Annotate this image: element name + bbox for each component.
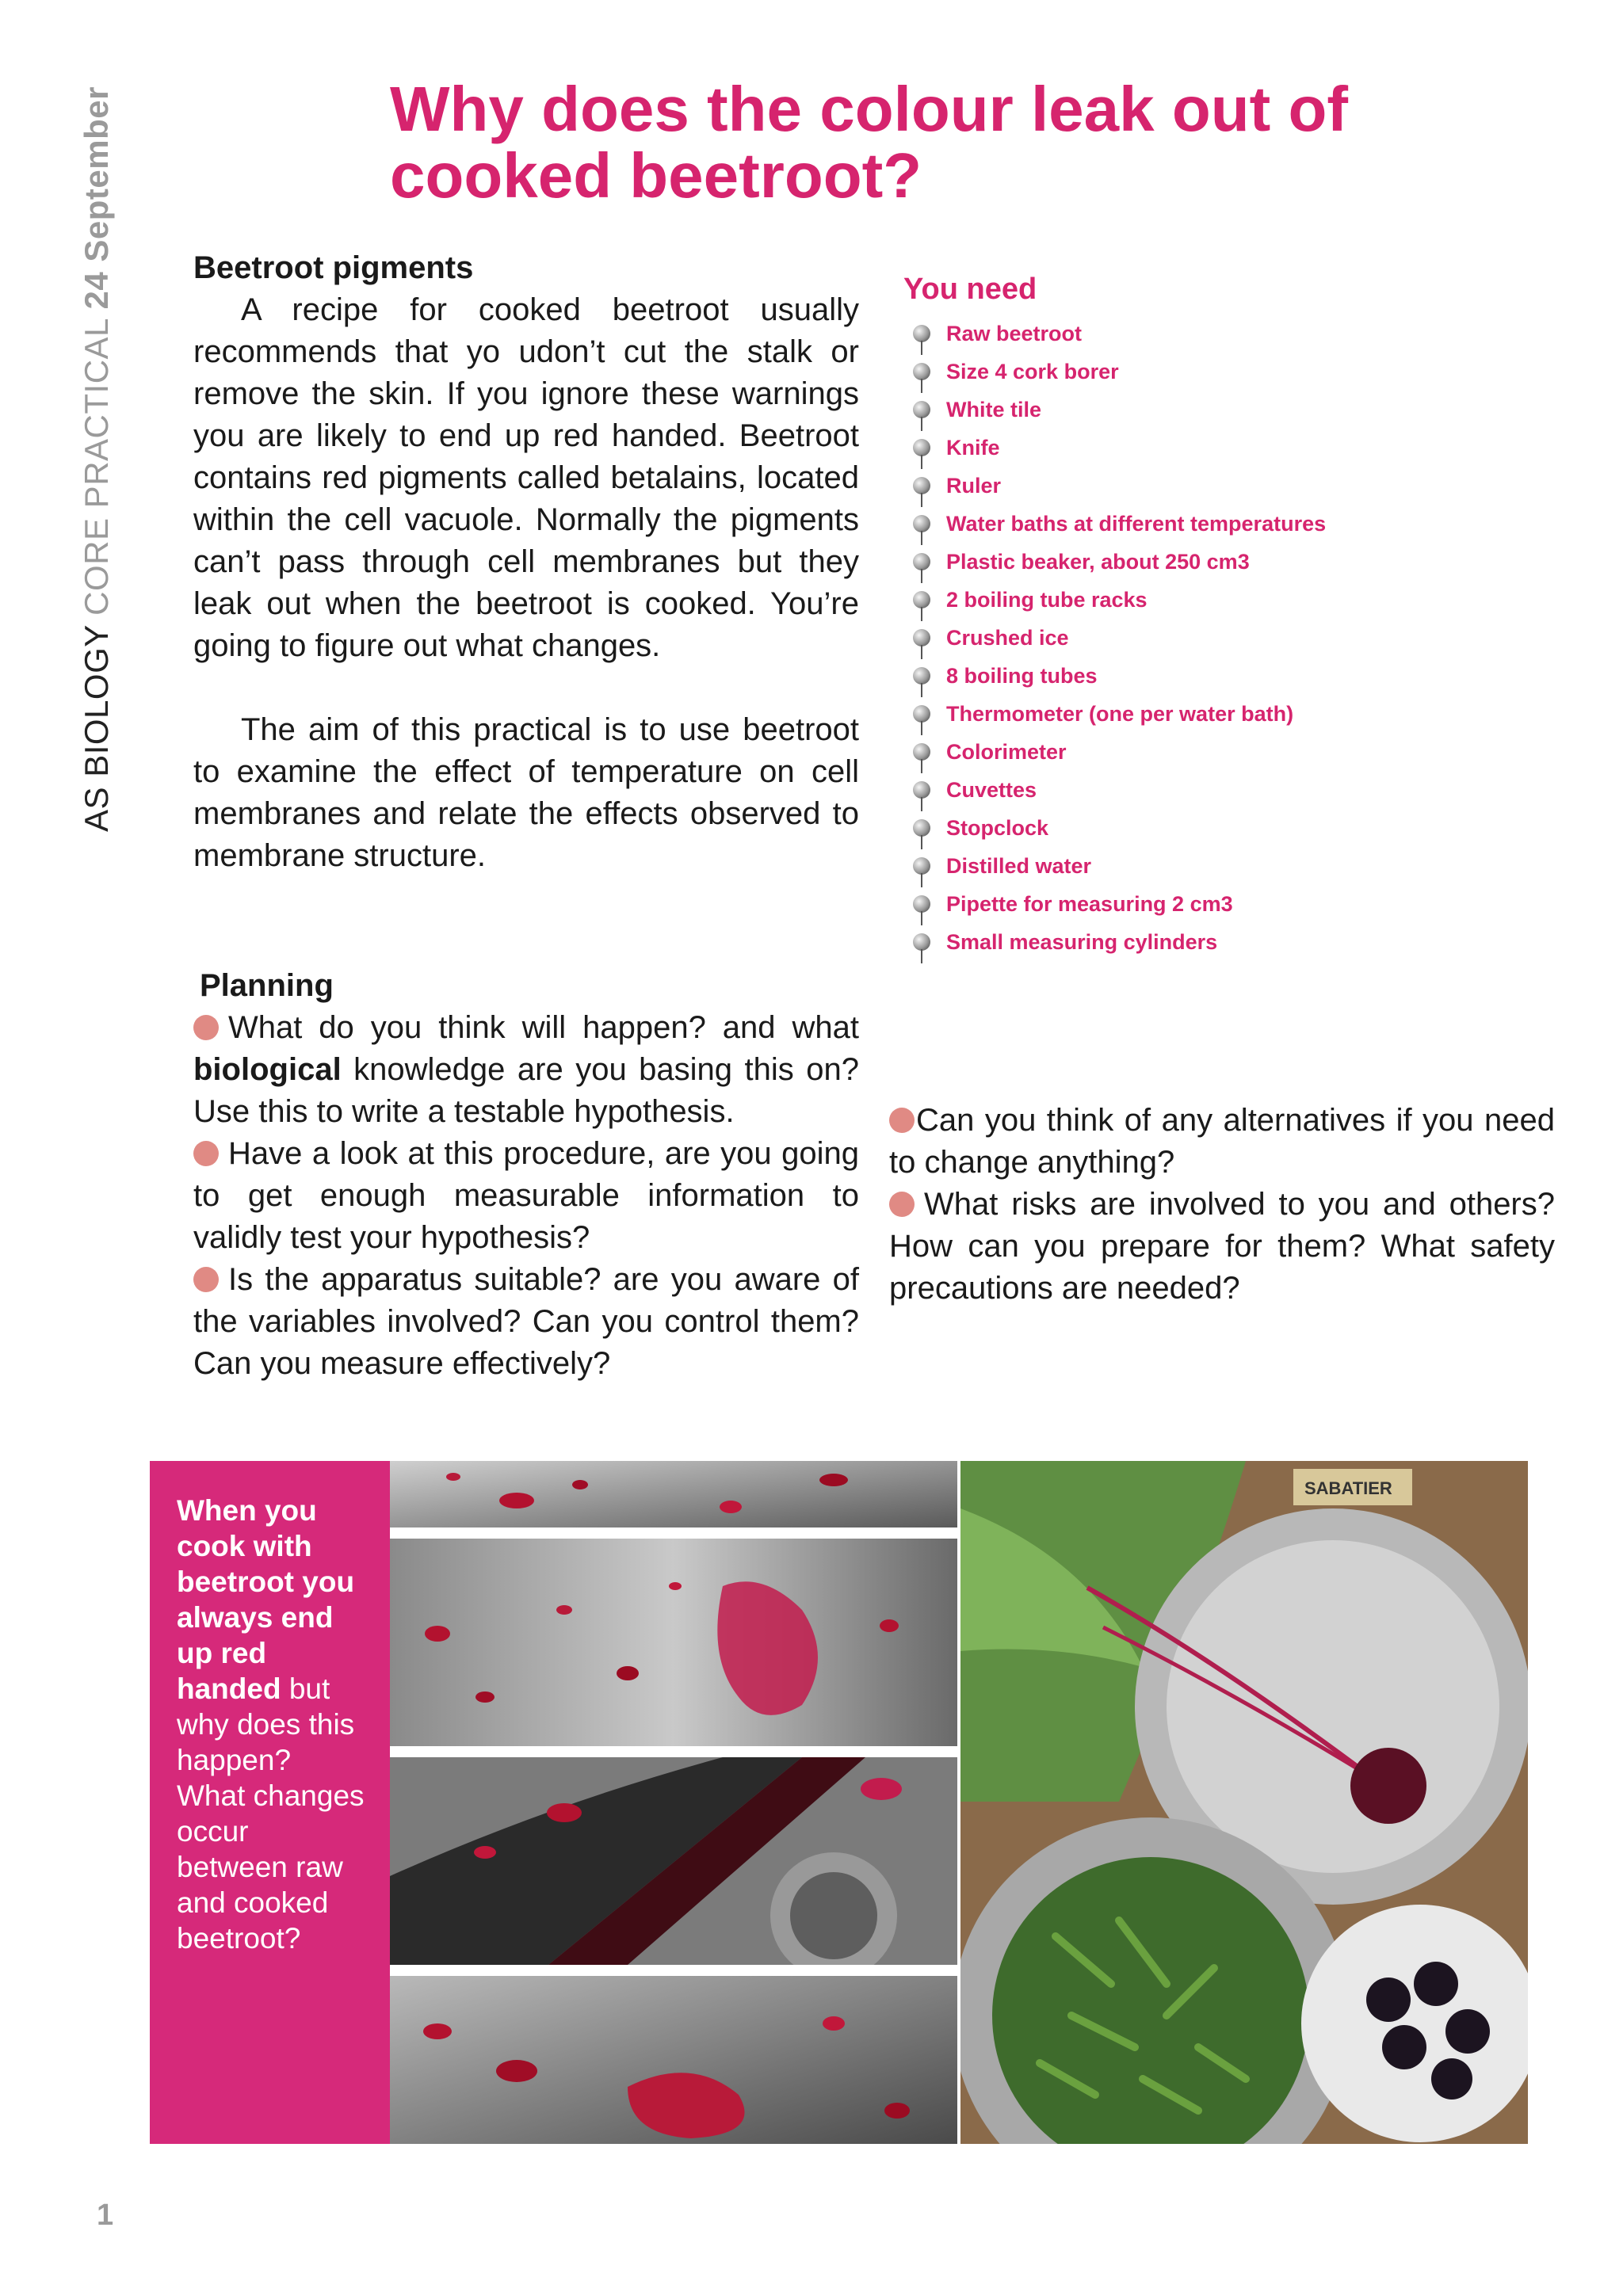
callout-text: but why does this happen? What changes occur between raw and cooked beetroot?	[177, 1672, 365, 1955]
you-need-item	[903, 695, 1379, 733]
you-need-item	[903, 467, 1379, 505]
pin-icon	[913, 667, 930, 685]
bullet-icon	[193, 1141, 219, 1166]
you-need-item-label: Cuvettes	[946, 777, 1037, 802]
photo-knife-drain	[390, 1757, 957, 1965]
you-need-item	[903, 657, 1379, 695]
callout-bold: When you cook with beetroot you always end up red handed	[177, 1494, 355, 1705]
planning-question-3: Is the apparatus suitable? are you aware of the variables involved? Can you control them? Can you measure effectively?	[193, 1262, 859, 1381]
you-need-item-label: Ruler	[946, 473, 1002, 498]
you-need-item	[903, 923, 1379, 961]
you-need-heading: You need	[903, 273, 1037, 306]
pin-icon	[913, 743, 930, 761]
pigments-heading: Beetroot pigments	[193, 250, 474, 285]
planning-section	[193, 965, 859, 1385]
planning-continued	[889, 1100, 1555, 1310]
planning-question-5: What risks are involved to you and others? How can you prepare for them? What safety precautions are needed?	[889, 1187, 1555, 1306]
photo-juice-2	[390, 1539, 957, 1746]
photo-juice-1	[390, 1461, 957, 1527]
you-need-item	[903, 885, 1379, 923]
you-need-section	[903, 273, 1379, 961]
pin-icon	[913, 401, 930, 418]
you-need-item-label: Stopclock	[946, 815, 1049, 840]
you-need-item-label: Water baths at different temperatures	[946, 511, 1327, 536]
planning-question-1: What do you think will happen? and what biological knowledge are you basing this on? Use this to write a testable hypothesis.	[193, 1010, 859, 1129]
planning-question-2: Have a look at this procedure, are you going to get enough measurable information to validly test your hypothesis?	[193, 1136, 859, 1255]
pin-icon	[913, 629, 930, 646]
bullet-icon	[193, 1015, 219, 1040]
you-need-item-label: Thermometer (one per water bath)	[946, 701, 1294, 726]
pigments-paragraph-1: A recipe for cooked beetroot usually recommends that yo udon’t cut the stalk or remove the skin. If you ignore these warnings you are likely to end up red handed. Beetroot contains red pigments called betalains, located within the cell vacuole. Normally the pigments can’t pass through cell membranes but they leak out when the beetroot is cooked. You’re going to figure out what changes.	[193, 292, 859, 663]
you-need-item-label: Size 4 cork borer	[946, 359, 1119, 383]
you-need-item-label: 2 boiling tube racks	[946, 587, 1148, 612]
you-need-item	[903, 429, 1379, 467]
pin-icon	[913, 553, 930, 570]
you-need-item	[903, 505, 1379, 543]
pin-icon	[913, 781, 930, 799]
you-need-item	[903, 771, 1379, 809]
bullet-icon	[889, 1108, 915, 1133]
side-label-course: AS BIOLOGY	[78, 625, 115, 832]
you-need-item-label: Small measuring cylinders	[946, 929, 1218, 954]
you-need-list	[903, 315, 1379, 961]
pin-icon	[913, 591, 930, 608]
photo-kitchen	[960, 1461, 1528, 2144]
pin-icon	[913, 933, 930, 951]
bullet-icon	[193, 1267, 219, 1292]
you-need-item-label: Knife	[946, 435, 1000, 460]
pin-icon	[913, 363, 930, 380]
side-label-date: 24 September	[78, 86, 115, 310]
bullet-icon	[889, 1192, 915, 1217]
you-need-item	[903, 581, 1379, 619]
you-need-item-label: Pipette for measuring 2 cm3	[946, 891, 1233, 916]
pin-icon	[913, 819, 930, 837]
side-label	[78, 86, 116, 832]
page-number: 1	[97, 2199, 114, 2232]
pin-icon	[913, 515, 930, 532]
you-need-item-label: Raw beetroot	[946, 321, 1083, 345]
side-label-type: CORE PRACTICAL	[78, 318, 115, 616]
you-need-item-label: Colorimeter	[946, 739, 1067, 764]
you-need-item	[903, 619, 1379, 657]
photo-juice-3	[390, 1976, 957, 2144]
you-need-item	[903, 733, 1379, 771]
pin-icon	[913, 705, 930, 723]
sabatier-label: SABATIER	[1304, 1478, 1392, 1498]
pigments-section	[193, 247, 859, 877]
planning-question-4: Can you think of any alternatives if you need to change anything?	[889, 1103, 1555, 1180]
bold-term: biological	[193, 1052, 342, 1087]
you-need-item-label: Distilled water	[946, 853, 1092, 878]
you-need-item	[903, 315, 1379, 353]
pin-icon	[913, 439, 930, 456]
pin-icon	[913, 895, 930, 913]
you-need-item	[903, 809, 1379, 847]
pin-icon	[913, 325, 930, 342]
you-need-item	[903, 353, 1379, 391]
you-need-item-label: White tile	[946, 397, 1041, 421]
planning-heading: Planning	[200, 968, 334, 1003]
you-need-item	[903, 847, 1379, 885]
callout-box	[150, 1461, 390, 2144]
page-title: Why does the colour leak out of cooked beetroot?	[390, 74, 1348, 211]
pigments-paragraph-2: The aim of this practical is to use beetroot to examine the effect of temperature on cell membranes and relate the effects observed to membrane structure.	[193, 712, 859, 873]
you-need-item	[903, 391, 1379, 429]
you-need-item-label: Crushed ice	[946, 625, 1069, 650]
pin-icon	[913, 477, 930, 494]
you-need-item	[903, 543, 1379, 581]
pin-icon	[913, 857, 930, 875]
you-need-item-label: Plastic beaker, about 250 cm3	[946, 549, 1250, 574]
you-need-item-label: 8 boiling tubes	[946, 663, 1098, 688]
